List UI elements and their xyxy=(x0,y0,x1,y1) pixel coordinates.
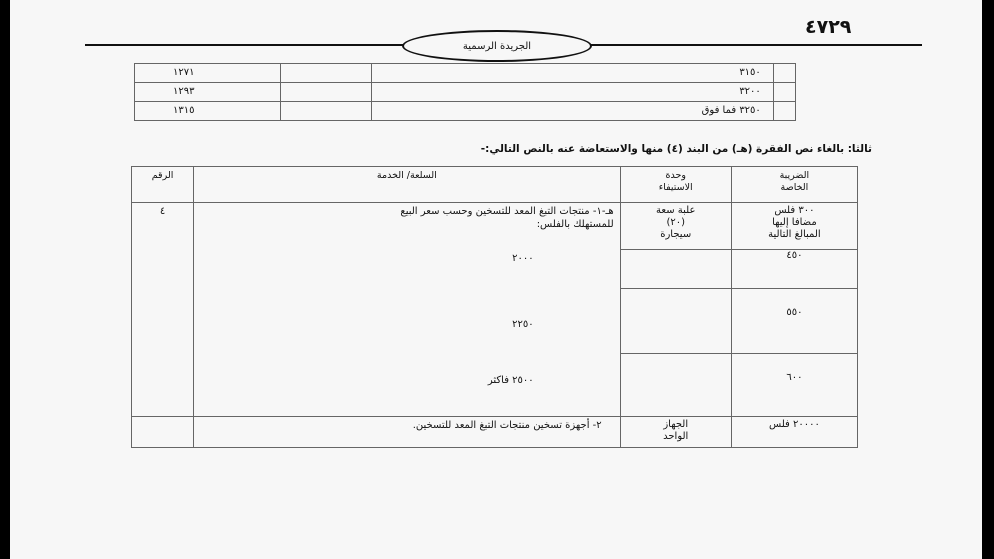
table-row xyxy=(132,203,858,250)
tier-tax: ٥٥٠ xyxy=(731,289,857,354)
header-goods xyxy=(194,167,621,203)
item1-text-line2: للمستهلك بالفلس: xyxy=(536,219,614,230)
table-row xyxy=(135,64,796,83)
goods-cell xyxy=(194,203,621,417)
header-rule-left xyxy=(85,44,405,46)
unit-cell xyxy=(620,203,731,250)
empty-cell xyxy=(620,289,731,354)
masthead-title: الجريدة الرسمية xyxy=(462,40,532,52)
page-number: ٤٧٢٩ xyxy=(805,16,852,38)
tier-price: ٢٢٥٠ xyxy=(512,319,534,330)
tax-line2: مضافا إليها xyxy=(772,217,817,228)
item2-unit-line2: الواحد xyxy=(663,431,689,442)
header-unit-line1: وحدة xyxy=(665,170,686,181)
right-black-edge xyxy=(982,0,994,559)
header-tax xyxy=(731,167,857,203)
tier-tax: ٦٠٠ xyxy=(731,354,857,417)
unit-line3: سيجارة xyxy=(660,229,692,240)
empty-cell xyxy=(773,102,795,121)
header-unit xyxy=(620,167,731,203)
price-cell: ٣١٥٠ xyxy=(371,64,773,83)
item-number-cell xyxy=(132,203,194,417)
empty-cell xyxy=(280,102,371,121)
empty-cell xyxy=(132,417,194,448)
header-goods-label: السلعة/ الخدمة xyxy=(376,170,437,181)
header-rule-right xyxy=(587,44,922,46)
tier-tax: ٤٥٠ xyxy=(731,250,857,289)
item2-unit-cell xyxy=(620,417,731,448)
tax-cell: ١٢٩٣ xyxy=(135,83,281,102)
top-table xyxy=(134,63,796,121)
section-heading: ثالثا: بالغاء نص الفقرة (هـ) من البند (٤) منها والاستعاضة عنه بالنص التالي:- xyxy=(480,143,872,155)
empty-cell xyxy=(280,64,371,83)
empty-cell xyxy=(620,250,731,289)
empty-cell xyxy=(773,64,795,83)
item2-unit-line1: الجهاز xyxy=(663,419,689,430)
document-page xyxy=(10,0,982,559)
item2-text: ٢- أجهزة تسخين منتجات التبغ المعد للتسخين. xyxy=(194,417,621,448)
tier-price: ٢٠٠٠ xyxy=(512,253,534,264)
table-row xyxy=(132,417,858,448)
header-number xyxy=(132,167,194,203)
tax-table xyxy=(131,166,858,448)
tax-cell: ١٢٧١ xyxy=(135,64,281,83)
header-tax-line1: الضريبة xyxy=(779,170,810,181)
tier-price: ٢٥٠٠ فاكثر xyxy=(487,375,534,386)
unit-line2: (٢٠) xyxy=(666,217,685,228)
table-row xyxy=(135,102,796,121)
tax-line3: المبالغ التالية xyxy=(768,229,821,240)
tax-cell: ١٣١٥ xyxy=(135,102,281,121)
tax-cell xyxy=(731,203,857,250)
price-cell: ٣٢٠٠ xyxy=(371,83,773,102)
left-black-edge xyxy=(0,0,10,559)
item1-text-line1: هـ-١- منتجات التبغ المعد للتسخين وحسب سعر البيع xyxy=(400,206,614,217)
empty-cell xyxy=(773,83,795,102)
empty-cell xyxy=(620,354,731,417)
table-header-row xyxy=(132,167,858,203)
empty-cell xyxy=(280,83,371,102)
header-unit-line2: الاستيفاء xyxy=(658,182,693,193)
unit-line1: علبة سعة xyxy=(656,205,696,216)
price-cell: ٣٢٥٠ فما فوق xyxy=(371,102,773,121)
table-row xyxy=(135,83,796,102)
masthead-oval xyxy=(402,30,592,62)
tax-line1: ٣٠٠ فلس xyxy=(774,205,815,216)
header-tax-line2: الخاصة xyxy=(780,182,809,193)
header-number-label: الرقم xyxy=(151,170,174,181)
item-number: ٤ xyxy=(159,206,166,217)
item2-tax: ٢٠٠٠٠ فلس xyxy=(731,417,857,448)
